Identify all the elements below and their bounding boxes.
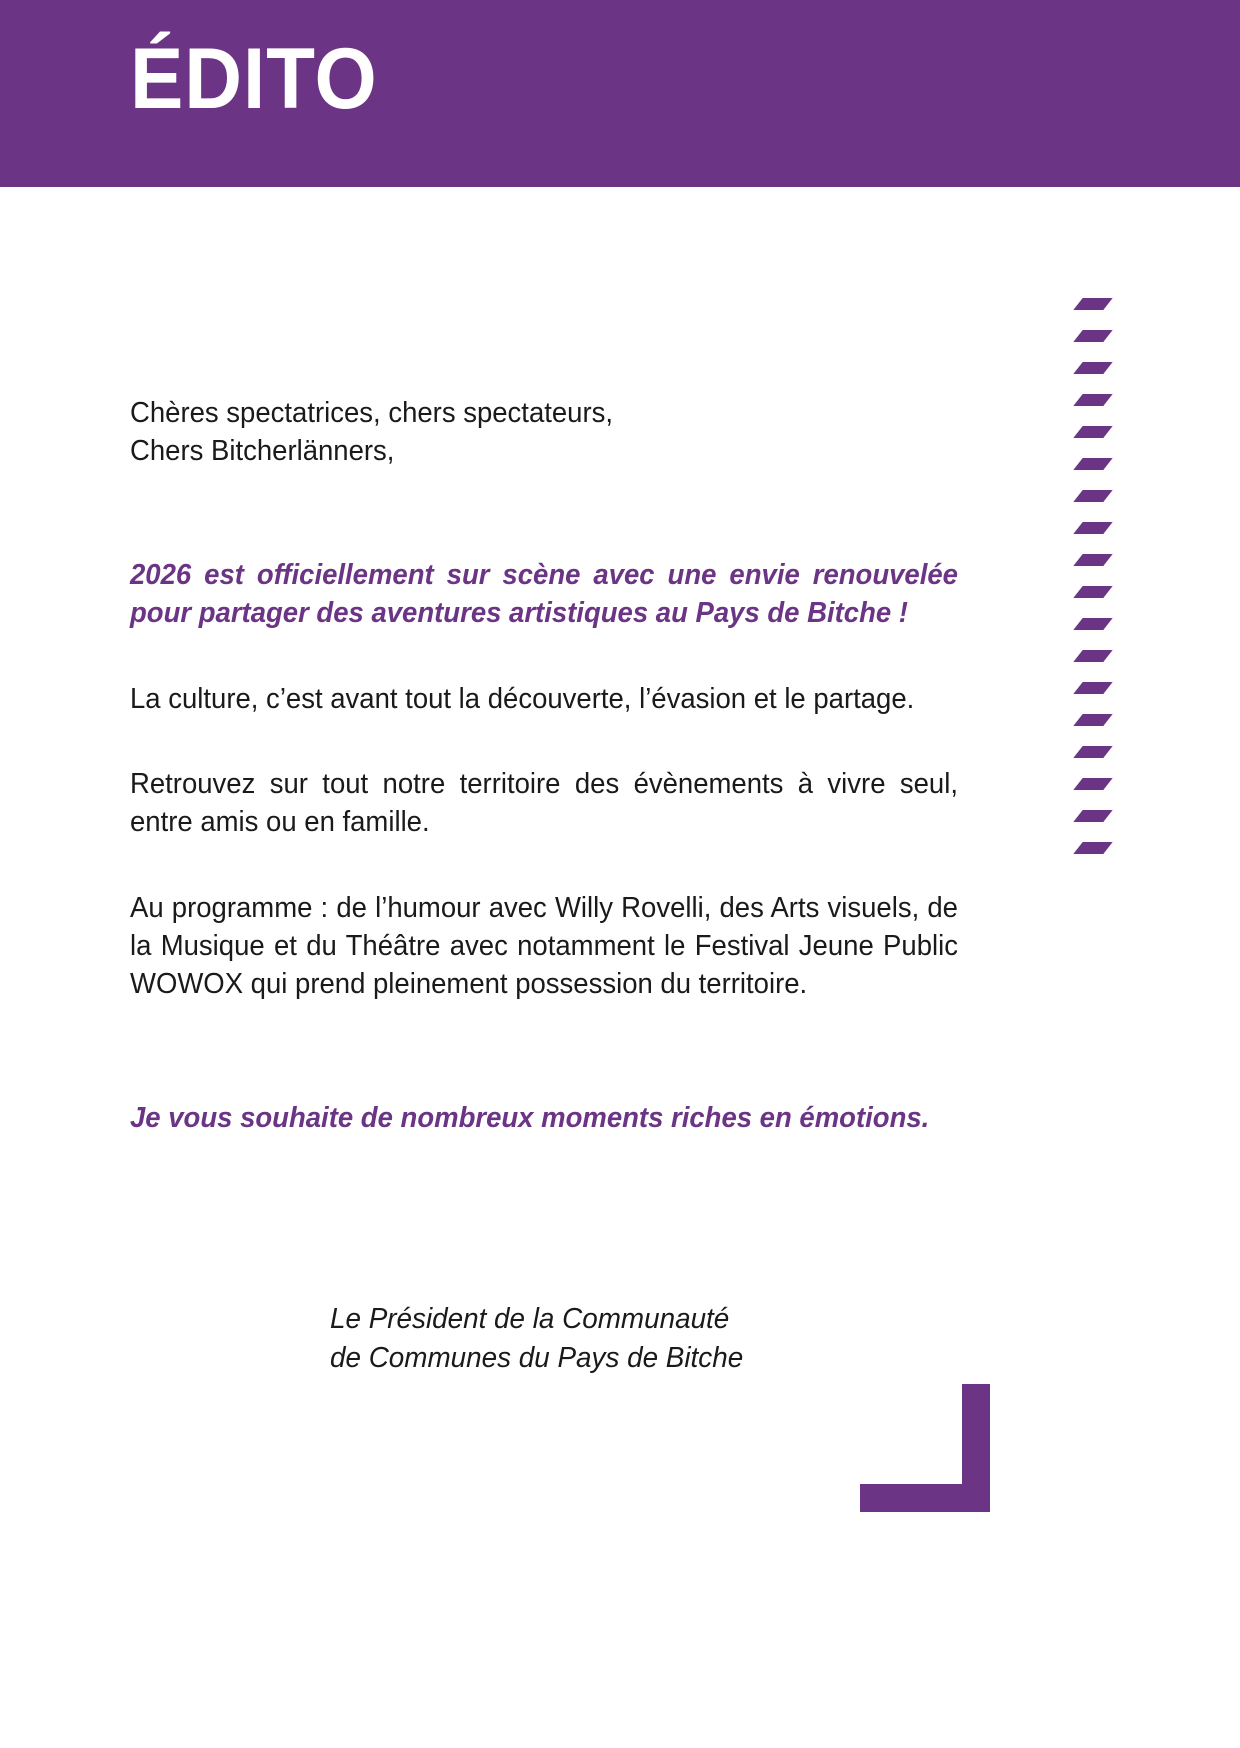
body-paragraph-3: Au programme : de l’humour avec Willy Rovelli, des Arts visuels, de la Musique et du Théâtre avec notamment le Festival Jeune Public WOWOX qui prend pleinement possession du territoire. <box>130 892 958 1001</box>
accent-intro-paragraph: 2026 est officiellement sur scène avec une envie renouvelée pour partager des aventures artistiques au Pays de Bitche ! <box>130 558 958 629</box>
slash-mark-icon <box>1073 394 1112 406</box>
diagonal-slash-decoration <box>1078 298 1112 864</box>
slash-mark-icon <box>1073 842 1112 854</box>
slash-mark-icon <box>1073 810 1112 822</box>
slash-mark-icon <box>1073 778 1112 790</box>
slash-mark-icon <box>1073 586 1112 598</box>
slash-mark-icon <box>1073 330 1112 342</box>
signature-block <box>330 1300 743 1379</box>
body-paragraph-1: La culture, c’est avant tout la découverte, l’évasion et le partage. <box>130 682 915 715</box>
page-title: ÉDITO <box>130 31 378 127</box>
slash-mark-icon <box>1073 458 1112 470</box>
slash-mark-icon <box>1073 490 1112 502</box>
greeting-line-2: Chers Bitcherlänners, <box>130 434 395 467</box>
body-paragraph-2: Retrouvez sur tout notre territoire des évènements à vivre seul, entre amis ou en famille. <box>130 768 958 839</box>
spacer <box>130 633 988 681</box>
slash-mark-icon <box>1073 298 1112 310</box>
slash-mark-icon <box>1073 554 1112 566</box>
corner-bracket-horizontal-bar <box>860 1484 990 1512</box>
accent-closing-paragraph: Je vous souhaite de nombreux moments riches en émotions. <box>130 1101 930 1134</box>
header-banner <box>0 0 1240 187</box>
slash-mark-icon <box>1073 426 1112 438</box>
slash-mark-icon <box>1073 522 1112 534</box>
slash-mark-icon <box>1073 618 1112 630</box>
greeting-line-1: Chères spectatrices, chers spectateurs, <box>130 397 614 429</box>
corner-bracket-decoration <box>860 1384 990 1512</box>
editorial-content <box>130 395 988 1138</box>
signature-line-1: Le Président de la Communauté <box>330 1303 730 1335</box>
slash-mark-icon <box>1073 650 1112 662</box>
slash-mark-icon <box>1073 714 1112 726</box>
spacer <box>130 1004 988 1100</box>
signature-line-2: de Communes du Pays de Bitche <box>330 1342 744 1375</box>
greeting-block <box>130 395 958 471</box>
spacer <box>130 471 988 557</box>
slash-mark-icon <box>1073 746 1112 758</box>
spacer <box>130 842 988 890</box>
spacer <box>130 718 988 766</box>
slash-mark-icon <box>1073 682 1112 694</box>
slash-mark-icon <box>1073 362 1112 374</box>
